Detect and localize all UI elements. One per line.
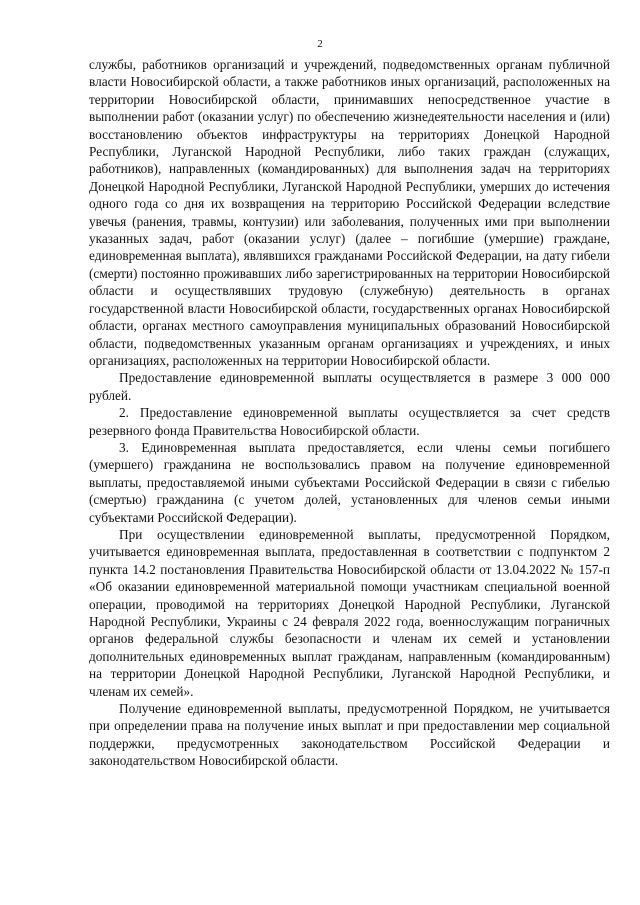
paragraph-item-3: 3. Единовременная выплата предоставляется, если члены семьи погибшего (умершего) гражданина не воспользовались правом на получение единовременной выплаты, предоставляемой иными субъектами Российской Федерации в связи с гибелью (смертью) гражданина (с учетом долей, установленных для членов семьи иными субъектами Российской Федерации). (89, 439, 610, 525)
paragraph-payment-amount: Предоставление единовременной выплаты осуществляется в размере 3 000 000 рублей. (89, 370, 610, 403)
paragraph-accounting: При осуществлении единовременной выплаты, предусмотренной Порядком, учитывается единовременная выплата, предоставленная в соответствии с подпунктом 2 пункта 14.2 постановления Правительства Новосибирской области от 13.04.2022 № 157-п «Об оказании единовременной материальной помощи участникам специальной военной операции, проводимой на территориях Донецкой Народной Республики, Луганской Народной Республики, Украины с 24 февраля 2022 года, военнослужащим пограничных органов федеральной службы безопасности и членам их семей и установлении дополнительных единовременных выплат гражданам, направленным (командированным) на территории Донецкой Народной Республики, Луганской Народной Республики, и членам их семей». (89, 526, 610, 699)
paragraph-receipt: Получение единовременной выплаты, предусмотренной Порядком, не учитывается при определении права на получение иных выплат и при предоставлении мер социальной поддержки, предусмотренных законодательством Российской Федерации и законодательством Новосибирской области. (89, 701, 610, 769)
page-number: 2 (317, 38, 323, 50)
paragraph-item-2: 2. Предоставление единовременной выплаты осуществляется за счет средств резервного фонда Правительства Новосибирской области. (89, 405, 610, 438)
document-body (89, 56, 610, 770)
paragraph-continuation: службы, работников организаций и учреждений, подведомственных органам публичной власти Новосибирской области, а также работников иных организаций, расположенных на территории Новосибирской области, принимавших непосредственное участие в выполнении работ (оказании услуг) по обеспечению жизнедеятельности населения и (или) восстановлению объектов инфраструктуры на территориях Донецкой Народной Республики, Луганской Народной Республики, либо таких граждан (служащих, работников), направленных (командированных) для выполнения задач на территориях Донецкой Народной Республики, Луганской Народной Республики, умерших до истечения одного года со дня их возвращения на территорию Российской Федерации вследствие увечья (ранения, травмы, контузии) или заболевания, полученных ими при выполнении указанных задач, работ (оказании услуг) (далее – погибшие (умершие) граждане, единовременная выплата), являвшихся гражданами Российской Федерации, на дату гибели (смерти) постоянно проживавших либо зарегистрированных на территории Новосибирской области и осуществлявших трудовую (служебную) деятельность в органах государственной власти Новосибирской области, государственных органах Новосибирской области, органах местного самоуправления муниципальных образований Новосибирской области, подведомственных указанным органам организациях и учреждениях, и иных организациях, расположенных на территории Новосибирской области. (89, 57, 610, 368)
